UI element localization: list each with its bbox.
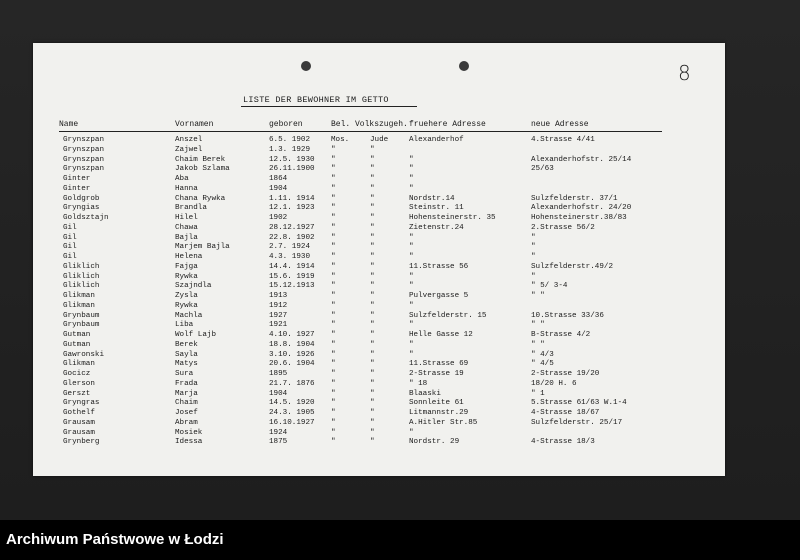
table-row: [33, 429, 725, 439]
punch-hole-right: [459, 61, 469, 71]
cell-neue-adresse: ": [531, 253, 536, 261]
cell-volkszugehoerigkeit: ": [370, 340, 375, 349]
table-row: [33, 302, 725, 312]
cell-name: Gocicz: [63, 370, 91, 378]
cell-name: Grausam: [63, 418, 95, 427]
table-row: [33, 292, 725, 302]
cell-neue-adresse: Sulzfelderstr.49/2: [531, 262, 614, 271]
cell-name: Grynszpan: [63, 145, 105, 154]
cell-vorname: Sura: [175, 370, 194, 378]
page-number: 8: [678, 61, 691, 85]
cell-fruehere-adresse: ": [409, 184, 414, 193]
cell-bel: ": [331, 204, 336, 213]
cell-bel: ": [331, 409, 336, 417]
cell-vorname: Chana Rywka: [175, 194, 226, 203]
cell-vorname: Wolf Lajb: [175, 331, 217, 339]
cell-name: Gerszt: [63, 389, 91, 398]
cell-bel: ": [331, 243, 336, 252]
cell-geboren: 1895: [269, 370, 288, 378]
cell-geboren: 18.8. 1904: [269, 340, 315, 349]
cell-bel: ": [331, 233, 336, 242]
table-row: [33, 234, 725, 244]
cell-geboren: 1.3. 1929: [269, 145, 311, 154]
cell-volkszugehoerigkeit: ": [370, 253, 375, 261]
cell-bel: ": [331, 301, 336, 310]
cell-geboren: 1875: [269, 438, 288, 447]
cell-bel: ": [331, 282, 336, 291]
cell-name: Gutman: [63, 331, 91, 339]
header-underline: [59, 131, 662, 132]
table-row: [33, 370, 725, 380]
cell-volkszugehoerigkeit: ": [370, 165, 375, 174]
cell-vorname: Aba: [175, 175, 189, 183]
table-row: [33, 204, 725, 214]
punch-hole-left: [301, 61, 311, 71]
cell-fruehere-adresse: Nordstr. 29: [409, 438, 460, 447]
cell-geboren: 15.12.1913: [269, 282, 315, 291]
cell-neue-adresse: 4-Strasse 18/67: [531, 409, 600, 417]
cell-name: Gryngras: [63, 399, 100, 408]
cell-volkszugehoerigkeit: ": [370, 331, 375, 339]
cell-name: Goldgrob: [63, 194, 100, 203]
cell-fruehere-adresse: ": [409, 243, 414, 252]
table-row: [33, 273, 725, 283]
table-row: [33, 282, 725, 292]
table-row: [33, 175, 725, 185]
cell-name: Gliklich: [63, 262, 100, 271]
cell-vorname: Berek: [175, 340, 198, 349]
cell-neue-adresse: 2-Strasse 19/20: [531, 370, 600, 378]
cell-name: Gryngias: [63, 204, 100, 213]
cell-name: Ginter: [63, 175, 91, 183]
cell-geboren: 12.1. 1923: [269, 204, 315, 213]
cell-geboren: 14.4. 1914: [269, 262, 315, 271]
cell-geboren: 24.3. 1905: [269, 409, 315, 417]
cell-vorname: Zysla: [175, 292, 198, 300]
cell-neue-adresse: ": [531, 233, 536, 242]
cell-volkszugehoerigkeit: ": [370, 175, 375, 183]
cell-vorname: Marja: [175, 389, 198, 398]
cell-fruehere-adresse: ": [409, 340, 414, 349]
cell-name: Gutman: [63, 340, 91, 349]
cell-volkszugehoerigkeit: ": [370, 194, 375, 203]
cell-neue-adresse: ": [531, 272, 536, 281]
cell-fruehere-adresse: Helle Gasse 12: [409, 331, 473, 339]
document-page: [33, 43, 725, 476]
cell-volkszugehoerigkeit: ": [370, 282, 375, 291]
title-underline: [241, 106, 417, 107]
cell-volkszugehoerigkeit: ": [370, 321, 375, 330]
cell-geboren: 4.3. 1930: [269, 253, 311, 261]
cell-geboren: 14.5. 1920: [269, 399, 315, 408]
cell-name: Gil: [63, 223, 77, 232]
cell-bel: ": [331, 438, 336, 447]
cell-name: Grynbaum: [63, 311, 100, 320]
cell-vorname: Marjem Bajla: [175, 243, 230, 252]
table-row: [33, 156, 725, 166]
cell-volkszugehoerigkeit: ": [370, 311, 375, 320]
archive-footer: [0, 520, 800, 560]
cell-vorname: Mosiek: [175, 428, 203, 437]
cell-name: Ginter: [63, 184, 91, 193]
cell-fruehere-adresse: Steinstr. 11: [409, 204, 464, 213]
cell-name: Grynberg: [63, 438, 100, 447]
cell-fruehere-adresse: Litmannstr.29: [409, 409, 469, 417]
header-neue-adresse: neue Adresse: [531, 120, 589, 129]
cell-name: Gliklich: [63, 272, 100, 281]
cell-vorname: Zajwel: [175, 145, 203, 154]
cell-vorname: Machla: [175, 311, 203, 320]
cell-volkszugehoerigkeit: ": [370, 438, 375, 447]
cell-vorname: Jakob Szlama: [175, 165, 230, 174]
cell-bel: ": [331, 340, 336, 349]
cell-bel: ": [331, 389, 336, 398]
cell-vorname: Brandla: [175, 204, 207, 213]
cell-bel: ": [331, 272, 336, 281]
cell-name: Grynbaum: [63, 321, 100, 330]
cell-bel: Mos.: [331, 136, 350, 144]
cell-neue-adresse: Sulzfelderstr. 25/17: [531, 418, 623, 427]
cell-neue-adresse: Hohensteinerstr.38/83: [531, 214, 627, 222]
document-title: LISTE DER BEWOHNER IM GETTO: [243, 95, 389, 105]
table-row: [33, 312, 725, 322]
table-row: [33, 409, 725, 419]
cell-bel: ": [331, 253, 336, 261]
cell-bel: ": [331, 145, 336, 154]
table-row: [33, 146, 725, 156]
table-row: [33, 214, 725, 224]
cell-fruehere-adresse: 11.Strasse 56: [409, 262, 469, 271]
cell-fruehere-adresse: ": [409, 321, 414, 330]
header-vorname: Vornamen: [175, 120, 214, 129]
cell-geboren: 15.6. 1919: [269, 272, 315, 281]
cell-neue-adresse: 18/20 H. 6: [531, 379, 577, 388]
cell-vorname: Sayla: [175, 350, 198, 359]
cell-neue-adresse: B-Strasse 4/2: [531, 331, 591, 339]
cell-neue-adresse: " ": [531, 292, 545, 300]
cell-volkszugehoerigkeit: ": [370, 409, 375, 417]
cell-vorname: Rywka: [175, 272, 198, 281]
table-row: [33, 263, 725, 273]
cell-geboren: 21.7. 1876: [269, 379, 315, 388]
cell-geboren: 4.10. 1927: [269, 331, 315, 339]
cell-fruehere-adresse: Blaaski: [409, 389, 441, 398]
cell-name: Glikman: [63, 292, 95, 300]
cell-fruehere-adresse: 11.Strasse 69: [409, 360, 469, 369]
cell-neue-adresse: 25/63: [531, 165, 554, 174]
header-name: Name: [59, 120, 79, 129]
header-fruehere-adresse: fruehere Adresse: [409, 120, 486, 129]
cell-bel: ": [331, 311, 336, 320]
cell-neue-adresse: " 5/ 3-4: [531, 282, 568, 291]
cell-volkszugehoerigkeit: ": [370, 399, 375, 408]
table-row: [33, 399, 725, 409]
cell-fruehere-adresse: ": [409, 165, 414, 174]
cell-neue-adresse: " 1: [531, 389, 545, 398]
cell-bel: ": [331, 292, 336, 300]
cell-fruehere-adresse: ": [409, 272, 414, 281]
cell-bel: ": [331, 370, 336, 378]
table-row: [33, 185, 725, 195]
cell-vorname: Frada: [175, 379, 198, 388]
cell-vorname: Liba: [175, 321, 194, 330]
cell-vorname: Idessa: [175, 438, 203, 447]
cell-name: Grynszpan: [63, 165, 105, 174]
cell-neue-adresse: ": [531, 243, 536, 252]
cell-name: Gil: [63, 253, 77, 261]
header-geboren: geboren: [269, 120, 303, 129]
cell-geboren: 1927: [269, 311, 288, 320]
cell-fruehere-adresse: ": [409, 233, 414, 242]
table-row: [33, 243, 725, 253]
cell-geboren: 16.10.1927: [269, 418, 315, 427]
cell-neue-adresse: 4.Strasse 4/41: [531, 136, 595, 144]
cell-neue-adresse: 4-Strasse 18/3: [531, 438, 595, 447]
cell-fruehere-adresse: ": [409, 301, 414, 310]
cell-vorname: Rywka: [175, 301, 198, 310]
cell-bel: ": [331, 350, 336, 359]
table-row: [33, 321, 725, 331]
cell-vorname: Hilel: [175, 214, 198, 222]
cell-geboren: 1924: [269, 428, 288, 437]
cell-vorname: Chawa: [175, 223, 198, 232]
cell-neue-adresse: " ": [531, 340, 545, 349]
cell-volkszugehoerigkeit: ": [370, 233, 375, 242]
cell-vorname: Chaim Berek: [175, 155, 226, 164]
cell-bel: ": [331, 321, 336, 330]
cell-fruehere-adresse: ": [409, 175, 414, 183]
cell-neue-adresse: Alexanderhofstr. 24/20: [531, 204, 632, 213]
cell-vorname: Szajndla: [175, 282, 212, 291]
cell-geboren: 6.5. 1902: [269, 136, 311, 144]
cell-fruehere-adresse: ": [409, 253, 414, 261]
cell-name: Glikman: [63, 360, 95, 369]
cell-volkszugehoerigkeit: ": [370, 301, 375, 310]
cell-bel: ": [331, 175, 336, 183]
cell-volkszugehoerigkeit: ": [370, 389, 375, 398]
table-row: [33, 390, 725, 400]
cell-name: Gawronski: [63, 350, 105, 359]
cell-neue-adresse: Sulzfelderstr. 37/1: [531, 194, 618, 203]
cell-vorname: Matys: [175, 360, 198, 369]
cell-fruehere-adresse: Alexanderhof: [409, 136, 464, 144]
cell-neue-adresse: " 4/3: [531, 350, 554, 359]
cell-fruehere-adresse: A.Hitler Str.85: [409, 418, 478, 427]
cell-vorname: Helena: [175, 253, 203, 261]
cell-bel: ": [331, 399, 336, 408]
cell-geboren: 20.6. 1904: [269, 360, 315, 369]
cell-bel: ": [331, 155, 336, 164]
cell-neue-adresse: 5.Strasse 61/63 W.1-4: [531, 399, 627, 408]
cell-bel: ": [331, 262, 336, 271]
cell-name: Glerson: [63, 379, 95, 388]
cell-fruehere-adresse: ": [409, 282, 414, 291]
cell-name: Goldsztajn: [63, 214, 109, 222]
cell-volkszugehoerigkeit: ": [370, 243, 375, 252]
cell-bel: ": [331, 223, 336, 232]
cell-volkszugehoerigkeit: ": [370, 155, 375, 164]
cell-fruehere-adresse: " 18: [409, 379, 428, 388]
cell-bel: ": [331, 379, 336, 388]
cell-volkszugehoerigkeit: ": [370, 360, 375, 369]
cell-bel: ": [331, 418, 336, 427]
cell-volkszugehoerigkeit: ": [370, 223, 375, 232]
cell-geboren: 28.12.1927: [269, 223, 315, 232]
cell-volkszugehoerigkeit: ": [370, 145, 375, 154]
cell-volkszugehoerigkeit: ": [370, 214, 375, 222]
cell-name: Gil: [63, 243, 77, 252]
cell-geboren: 2.7. 1924: [269, 243, 311, 252]
cell-volkszugehoerigkeit: Jude: [370, 136, 389, 144]
cell-name: Gliklich: [63, 282, 100, 291]
cell-name: Grynszpan: [63, 155, 105, 164]
cell-volkszugehoerigkeit: ": [370, 379, 375, 388]
cell-neue-adresse: " ": [531, 321, 545, 330]
cell-fruehere-adresse: Zietenstr.24: [409, 223, 464, 232]
cell-bel: ": [331, 165, 336, 174]
cell-vorname: Bajla: [175, 233, 198, 242]
header-bel: Bel.: [331, 120, 351, 129]
cell-fruehere-adresse: Nordstr.14: [409, 194, 455, 203]
cell-fruehere-adresse: Sulzfelderstr. 15: [409, 311, 487, 320]
cell-geboren: 3.10. 1926: [269, 350, 315, 359]
cell-fruehere-adresse: ": [409, 155, 414, 164]
cell-vorname: Hanna: [175, 184, 198, 193]
cell-geboren: 1913: [269, 292, 288, 300]
cell-volkszugehoerigkeit: ": [370, 418, 375, 427]
cell-neue-adresse: 10.Strasse 33/36: [531, 311, 604, 320]
cell-volkszugehoerigkeit: ": [370, 428, 375, 437]
cell-fruehere-adresse: 2-Strasse 19: [409, 370, 464, 378]
cell-volkszugehoerigkeit: ": [370, 370, 375, 378]
cell-fruehere-adresse: ": [409, 350, 414, 359]
cell-geboren: 1864: [269, 175, 288, 183]
cell-volkszugehoerigkeit: ": [370, 350, 375, 359]
cell-volkszugehoerigkeit: ": [370, 292, 375, 300]
header-volkszugehoerigkeit: Volkszugeh.: [355, 120, 408, 129]
cell-bel: ": [331, 214, 336, 222]
cell-geboren: 1904: [269, 184, 288, 193]
cell-fruehere-adresse: Sonnleite 61: [409, 399, 464, 408]
cell-bel: ": [331, 331, 336, 339]
table-row: [33, 136, 725, 146]
cell-fruehere-adresse: Pulvergasse 5: [409, 292, 469, 300]
cell-fruehere-adresse: ": [409, 428, 414, 437]
cell-bel: ": [331, 194, 336, 203]
cell-neue-adresse: Alexanderhofstr. 25/14: [531, 155, 632, 164]
cell-vorname: Anszel: [175, 136, 203, 144]
cell-geboren: 1902: [269, 214, 288, 222]
table-row: [33, 351, 725, 361]
cell-neue-adresse: " 4/5: [531, 360, 554, 369]
cell-bel: ": [331, 360, 336, 369]
cell-vorname: Josef: [175, 409, 198, 417]
cell-geboren: 1921: [269, 321, 288, 330]
archive-name: Archiwum Państwowe w Łodzi: [6, 531, 224, 548]
cell-neue-adresse: 2.Strasse 56/2: [531, 223, 595, 232]
cell-bel: ": [331, 184, 336, 193]
cell-name: Glikman: [63, 301, 95, 310]
cell-geboren: 22.8. 1902: [269, 233, 315, 242]
table-row: [33, 438, 725, 448]
cell-volkszugehoerigkeit: ": [370, 272, 375, 281]
cell-name: Gil: [63, 233, 77, 242]
table-row: [33, 331, 725, 341]
cell-volkszugehoerigkeit: ": [370, 184, 375, 193]
cell-bel: ": [331, 428, 336, 437]
cell-vorname: Abram: [175, 418, 198, 427]
table-row: [33, 253, 725, 263]
table-row: [33, 341, 725, 351]
cell-geboren: 12.5. 1930: [269, 155, 315, 164]
table-row: [33, 165, 725, 175]
cell-vorname: Fajga: [175, 262, 198, 271]
cell-vorname: Chaim: [175, 399, 198, 408]
cell-geboren: 1.11. 1914: [269, 194, 315, 203]
table-row: [33, 360, 725, 370]
table-row: [33, 419, 725, 429]
cell-volkszugehoerigkeit: ": [370, 204, 375, 213]
table-row: [33, 195, 725, 205]
cell-name: Grynszpan: [63, 136, 105, 144]
resident-table: [33, 136, 725, 448]
cell-geboren: 1904: [269, 389, 288, 398]
table-row: [33, 380, 725, 390]
cell-fruehere-adresse: Hohensteinerstr. 35: [409, 214, 496, 222]
cell-geboren: 1912: [269, 301, 288, 310]
cell-name: Grausam: [63, 428, 95, 437]
cell-volkszugehoerigkeit: ": [370, 262, 375, 271]
table-row: [33, 224, 725, 234]
cell-name: Gothelf: [63, 409, 95, 417]
cell-geboren: 26.11.1900: [269, 165, 315, 174]
